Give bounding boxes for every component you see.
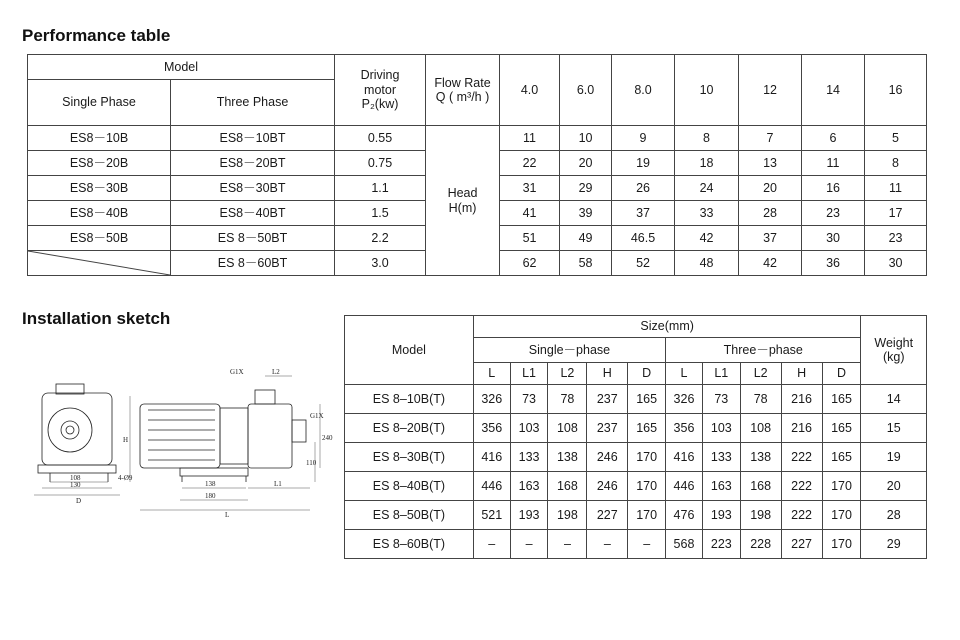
three-model: ES8－30BT — [171, 176, 335, 201]
size-cell: – — [628, 530, 666, 559]
sketch-label-240: 240 — [322, 434, 333, 442]
sketch-label-138: 138 — [205, 480, 216, 488]
size-cell: 73 — [702, 385, 740, 414]
flow-rate-header — [426, 55, 500, 126]
flow-rate-value: 14 — [802, 55, 865, 126]
head-value: 39 — [560, 201, 612, 226]
dim-header: L1 — [510, 363, 548, 385]
table-row — [345, 501, 927, 530]
size-cell: 356 — [473, 414, 510, 443]
head-value: 11 — [802, 151, 865, 176]
head-value: 22 — [500, 151, 560, 176]
weight-cell: 29 — [861, 530, 927, 559]
size-cell: 216 — [781, 414, 822, 443]
size-cell: 416 — [473, 443, 510, 472]
size-cell: 326 — [473, 385, 510, 414]
head-value: 9 — [612, 126, 675, 151]
head-value: 17 — [865, 201, 927, 226]
size-cell: 222 — [781, 443, 822, 472]
diagonal-line — [28, 251, 170, 275]
model-cell: ES 8–10B(T) — [345, 385, 474, 414]
head-value: 36 — [802, 251, 865, 276]
weight-cell: 20 — [861, 472, 927, 501]
size-cell: 198 — [548, 501, 587, 530]
motor-power: 0.55 — [335, 126, 426, 151]
installation-sketch — [20, 360, 340, 520]
head-value: 13 — [739, 151, 802, 176]
size-cell: 170 — [822, 530, 861, 559]
head-value: 18 — [675, 151, 739, 176]
flow-rate-value: 4.0 — [500, 55, 560, 126]
size-cell: – — [587, 530, 628, 559]
size-cell: 222 — [781, 501, 822, 530]
flow-rate-value: 6.0 — [560, 55, 612, 126]
size-cell: 170 — [628, 501, 666, 530]
size-cell: 227 — [587, 501, 628, 530]
motor-power: 1.1 — [335, 176, 426, 201]
size-cell: 246 — [587, 472, 628, 501]
size-cell: 170 — [628, 472, 666, 501]
dim-header: D — [822, 363, 861, 385]
three-model: ES8－20BT — [171, 151, 335, 176]
head-label-2: H(m) — [448, 200, 477, 215]
flow-rate-value: 12 — [739, 55, 802, 126]
model-header: Model — [28, 55, 335, 80]
sketch-label-130: 130 — [70, 481, 81, 489]
head-value: 37 — [612, 201, 675, 226]
head-value: 62 — [500, 251, 560, 276]
head-value: 46.5 — [612, 226, 675, 251]
three-model: ES 8－50BT — [171, 226, 335, 251]
motor-power: 2.2 — [335, 226, 426, 251]
size-cell: 416 — [666, 443, 703, 472]
size-cell: 228 — [740, 530, 781, 559]
size-cell: 165 — [628, 414, 666, 443]
head-value: 42 — [675, 226, 739, 251]
flow-rate-value: 10 — [675, 55, 739, 126]
head-value: 24 — [675, 176, 739, 201]
weight-label-1: Weight — [874, 335, 914, 350]
weight-cell: 28 — [861, 501, 927, 530]
size-cell: 170 — [822, 472, 861, 501]
model-cell: ES 8–40B(T) — [345, 472, 474, 501]
flow-rate-value: 16 — [865, 55, 927, 126]
sketch-label-l: L — [225, 511, 230, 519]
head-value: 58 — [560, 251, 612, 276]
size-cell: 78 — [548, 385, 587, 414]
size-cell: 133 — [510, 443, 548, 472]
flow-label-1: Flow Rate — [434, 75, 491, 90]
head-value: 51 — [500, 226, 560, 251]
motor-label-3: P₂(kw) — [361, 97, 399, 112]
weight-cell: 14 — [861, 385, 927, 414]
size-cell: 246 — [587, 443, 628, 472]
table-row — [345, 443, 927, 472]
model-cell: ES 8–20B(T) — [345, 414, 474, 443]
table-row — [345, 385, 927, 414]
size-cell: 568 — [666, 530, 703, 559]
single-model: ES8－30B — [28, 176, 171, 201]
size-cell: 138 — [548, 443, 587, 472]
weight-cell: 19 — [861, 443, 927, 472]
table-row — [345, 414, 927, 443]
dim-header: L2 — [548, 363, 587, 385]
performance-title: Performance table — [22, 26, 171, 45]
head-value: 8 — [675, 126, 739, 151]
size-cell: 108 — [548, 414, 587, 443]
single-phase-header: Single Phase — [28, 80, 171, 126]
size-cell: 326 — [666, 385, 703, 414]
empty-diagonal-cell — [28, 251, 171, 276]
size-header: Size(mm) — [473, 316, 861, 338]
head-value: 31 — [500, 176, 560, 201]
head-value: 52 — [612, 251, 675, 276]
sketch-label-180: 180 — [205, 492, 216, 500]
size-cell: 133 — [702, 443, 740, 472]
dim-header: L1 — [702, 363, 740, 385]
head-value: 48 — [675, 251, 739, 276]
size-cell: 103 — [702, 414, 740, 443]
head-value: 28 — [739, 201, 802, 226]
size-cell: 73 — [510, 385, 548, 414]
size-cell: 356 — [666, 414, 703, 443]
head-value: 49 — [560, 226, 612, 251]
table-row — [28, 126, 927, 151]
size-cell: 476 — [666, 501, 703, 530]
model-header: Model — [345, 316, 474, 385]
table-row — [345, 530, 927, 559]
installation-title: Installation sketch — [22, 309, 171, 328]
head-value: 23 — [865, 226, 927, 251]
size-cell: 165 — [822, 385, 861, 414]
head-value: 16 — [802, 176, 865, 201]
size-cell: 237 — [587, 414, 628, 443]
size-cell: 168 — [548, 472, 587, 501]
sketch-label-l1: L1 — [274, 480, 282, 488]
head-value: 41 — [500, 201, 560, 226]
head-value: 33 — [675, 201, 739, 226]
three-model: ES 8－60BT — [171, 251, 335, 276]
installation-table — [344, 315, 927, 559]
motor-power: 0.75 — [335, 151, 426, 176]
size-cell: – — [548, 530, 587, 559]
head-value: 30 — [802, 226, 865, 251]
three-phase-header: Three－phase — [666, 338, 861, 363]
head-label-1: Head — [447, 186, 478, 201]
head-value: 7 — [739, 126, 802, 151]
size-cell: 165 — [822, 414, 861, 443]
three-model: ES8－40BT — [171, 201, 335, 226]
flow-rate-value: 8.0 — [612, 55, 675, 126]
sketch-label-l2: L2 — [272, 368, 280, 376]
size-cell: – — [510, 530, 548, 559]
weight-cell: 15 — [861, 414, 927, 443]
single-model: ES8－50B — [28, 226, 171, 251]
head-value: 11 — [500, 126, 560, 151]
flow-label-2: Q ( m³/h ) — [435, 90, 490, 104]
sketch-label-hole: 4-Ø9 — [118, 474, 133, 482]
size-cell: 237 — [587, 385, 628, 414]
size-cell: 170 — [822, 501, 861, 530]
head-header — [426, 126, 500, 276]
motor-power: 1.5 — [335, 201, 426, 226]
size-cell: 223 — [702, 530, 740, 559]
model-cell: ES 8–50B(T) — [345, 501, 474, 530]
size-cell: 165 — [822, 443, 861, 472]
dim-header: H — [781, 363, 822, 385]
size-cell: 227 — [781, 530, 822, 559]
size-cell: 165 — [628, 385, 666, 414]
size-cell: 193 — [510, 501, 548, 530]
model-cell: ES 8–30B(T) — [345, 443, 474, 472]
head-value: 37 — [739, 226, 802, 251]
head-value: 30 — [865, 251, 927, 276]
dim-header: H — [587, 363, 628, 385]
model-cell: ES 8–60B(T) — [345, 530, 474, 559]
dim-header: D — [628, 363, 666, 385]
three-model: ES8－10BT — [171, 126, 335, 151]
head-value: 23 — [802, 201, 865, 226]
sketch-label-108: 108 — [70, 474, 81, 482]
motor-header — [335, 55, 426, 126]
head-value: 42 — [739, 251, 802, 276]
size-cell: 138 — [740, 443, 781, 472]
head-value: 5 — [865, 126, 927, 151]
size-cell: 446 — [666, 472, 703, 501]
motor-label-1: Driving — [360, 68, 400, 83]
head-value: 6 — [802, 126, 865, 151]
size-cell: 198 — [740, 501, 781, 530]
size-cell: – — [473, 530, 510, 559]
head-value: 11 — [865, 176, 927, 201]
table-row — [345, 472, 927, 501]
single-model: ES8－10B — [28, 126, 171, 151]
size-cell: 446 — [473, 472, 510, 501]
head-value: 20 — [739, 176, 802, 201]
dim-header: L — [666, 363, 703, 385]
weight-header — [861, 316, 927, 385]
size-cell: 216 — [781, 385, 822, 414]
head-value: 20 — [560, 151, 612, 176]
size-cell: 163 — [702, 472, 740, 501]
size-cell: 78 — [740, 385, 781, 414]
size-cell: 521 — [473, 501, 510, 530]
size-cell: 163 — [510, 472, 548, 501]
dim-header: L2 — [740, 363, 781, 385]
head-value: 8 — [865, 151, 927, 176]
size-cell: 193 — [702, 501, 740, 530]
size-cell: 103 — [510, 414, 548, 443]
size-cell: 222 — [781, 472, 822, 501]
performance-table — [27, 54, 927, 276]
single-model: ES8－40B — [28, 201, 171, 226]
dim-header: L — [473, 363, 510, 385]
sketch-label-d: D — [76, 497, 82, 505]
motor-label-2: motor — [364, 82, 396, 97]
head-value: 29 — [560, 176, 612, 201]
single-phase-header: Single－phase — [473, 338, 665, 363]
head-value: 26 — [612, 176, 675, 201]
sketch-label-g1-side: G1X — [310, 412, 324, 420]
size-cell: 108 — [740, 414, 781, 443]
weight-label-2: (kg) — [882, 350, 905, 364]
size-cell: 168 — [740, 472, 781, 501]
head-value: 19 — [612, 151, 675, 176]
head-value: 10 — [560, 126, 612, 151]
sketch-label-h: H — [123, 436, 129, 444]
motor-power: 3.0 — [335, 251, 426, 276]
size-cell: 170 — [628, 443, 666, 472]
single-model: ES8－20B — [28, 151, 171, 176]
sketch-label-110: 110 — [306, 459, 317, 467]
sketch-label-g1-top: G1X — [230, 368, 244, 376]
three-phase-header: Three Phase — [171, 80, 335, 126]
